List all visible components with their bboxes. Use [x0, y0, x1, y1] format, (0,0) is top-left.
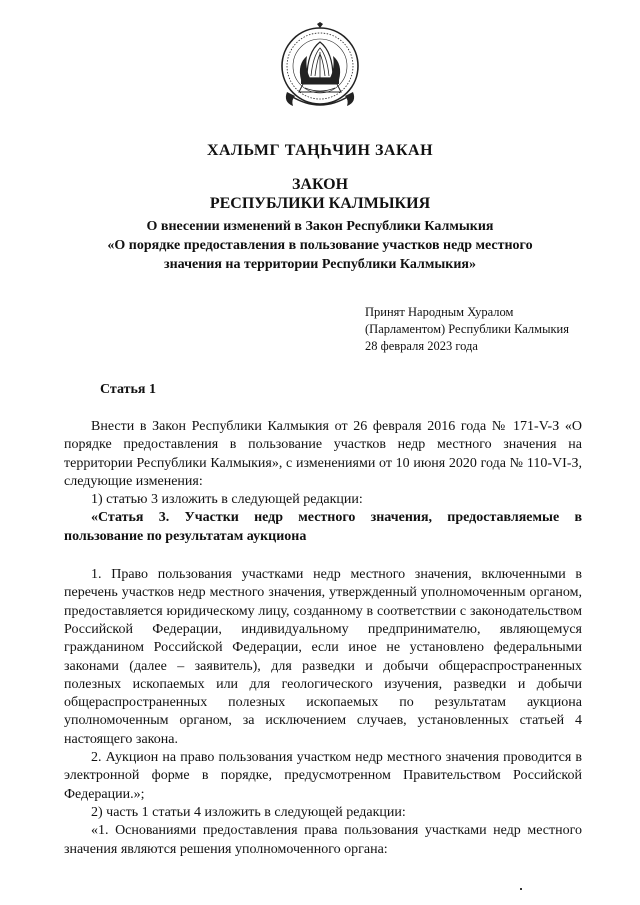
adoption-note-line1: Принят Народным Хуралом — [365, 305, 514, 319]
article-body — [64, 418, 582, 859]
article-paragraph: 2) часть 1 статьи 4 изложить в следующей редакции: — [91, 804, 406, 820]
kalmyk-law-title: ХАЛЬМГ ТАҢҺЧИН ЗАКАН — [206, 142, 434, 159]
law-subtitle-line3: значения на территории Республики Калмыкия» — [163, 257, 477, 272]
law-title-line2: РЕСПУБЛИКИ КАЛМЫКИЯ — [209, 195, 431, 212]
article-paragraph: Внести в Закон Республики Калмыкия от 26 февраля 2016 года № 171-V-З «О порядке предоставления в пользование участков недр местного значения на территории Республики Калмыкия», с изменениями от 10 июня 2020 года № 110-VI-З, следующие изменения: — [64, 419, 582, 489]
article-paragraph: 1) статью 3 изложить в следующей редакции: — [91, 492, 363, 508]
article-paragraph: 2. Аукцион на право пользования участком недр местного значения проводится в электронной форме в порядке, предусмотренном Правительством Российской Федерации.»; — [64, 750, 582, 802]
scan-speck — [520, 888, 522, 890]
article-paragraph: «1. Основаниями предоставления права пользования участками недр местного значения являются решения уполномоченного органа: — [64, 823, 582, 857]
law-title — [0, 175, 640, 213]
coat-of-arms-emblem — [277, 22, 363, 120]
law-subtitle-line2: «О порядке предоставления в пользование участков недр местного — [107, 238, 533, 253]
article-3-heading: «Статья 3. Участки недр местного значения, предоставляемые в пользование по результатам аукциона — [64, 510, 582, 544]
law-subtitle-line1: О внесении изменений в Закон Республики Калмыкия — [146, 219, 494, 234]
adoption-note-line3: 28 февраля 2023 года — [365, 339, 478, 353]
adoption-note — [365, 304, 569, 355]
law-subtitle — [0, 217, 640, 274]
adoption-note-line2: (Парламентом) Республики Калмыкия — [365, 322, 569, 336]
article-heading: Статья 1 — [100, 382, 156, 397]
article-paragraph: 1. Право пользования участками недр местного значения, включенными в перечень участков недр местного значения, утвержденный уполномоченным органом, предоставляется юридическому лицу, созданному в соответствии с законодательством Российской Федерации, индивидуальному предпринимателю, являющемуся гражданином Российской Федерации, если иное не установлено федеральными законами (далее – заявитель), для разведки и добычи общераспространенных полезных ископаемых или для геологического изучения, разведки и добычи общераспространенных полезных ископаемых по результатам аукциона уполномоченным органом, за исключением случаев, установленных статьей 4 настоящего закона. — [64, 567, 582, 747]
law-title-line1: ЗАКОН — [291, 176, 349, 193]
